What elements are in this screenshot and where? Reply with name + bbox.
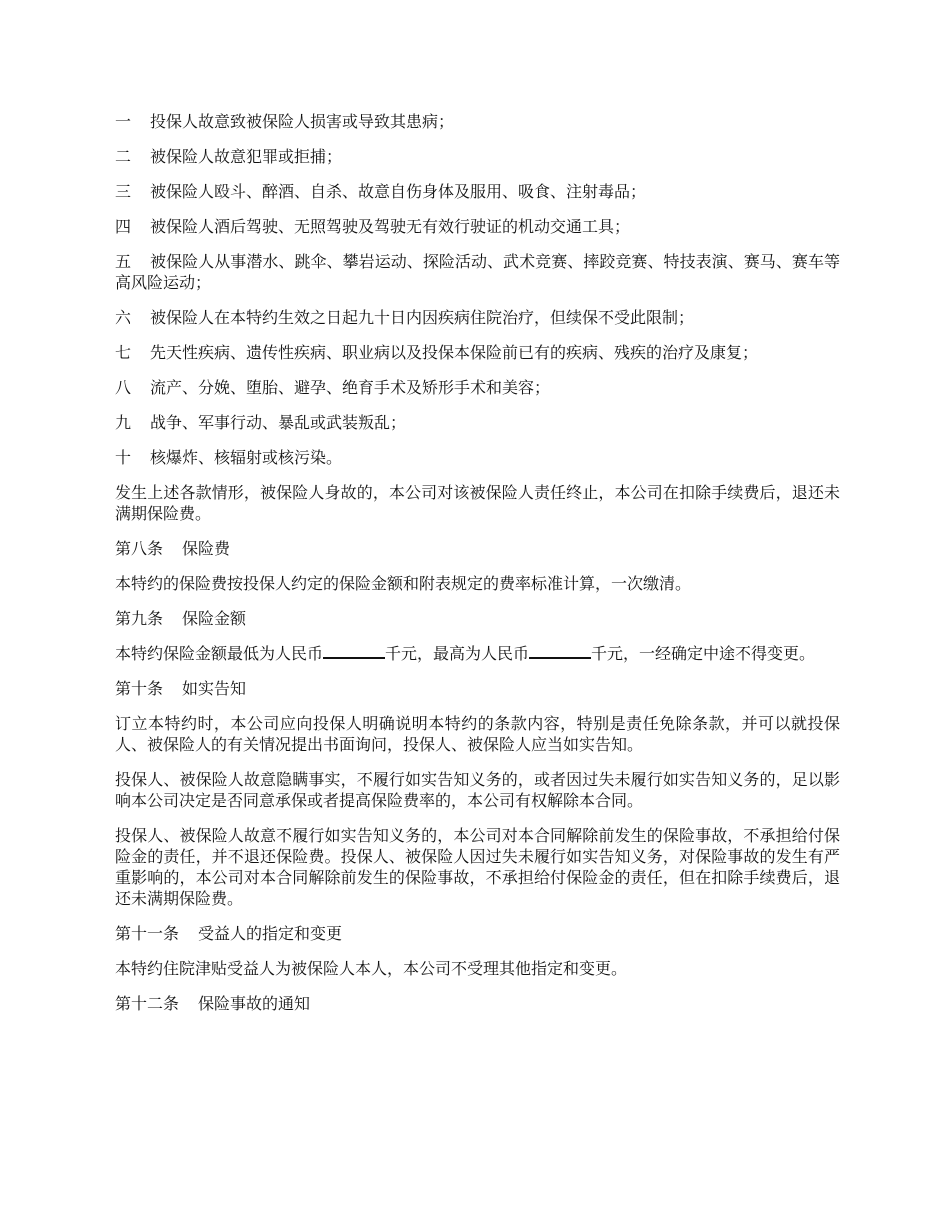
article-label: 第八条 (115, 539, 164, 558)
item-number: 七 (115, 343, 132, 362)
exclusion-item-3 (115, 181, 840, 202)
max-amount-blank (529, 643, 591, 659)
exclusion-item-4 (115, 216, 840, 237)
item-text: 被保险人在本特约生效之日起九十日内因疾病住院治疗，但续保不受此限制； (150, 308, 695, 327)
item-number: 八 (115, 378, 132, 397)
article-11-text: 本特约住院津贴受益人为被保险人本人，本公司不受理其他指定和变更。 (115, 959, 628, 978)
min-amount-blank (323, 643, 385, 659)
article-10-paragraph: 投保人、被保险人故意隐瞒事实，不履行如实告知义务的，或者因过失未履行如实告知义务的，足以影响本公司决定是否同意承保或者提高保险费率的，本公司有权解除本合同。 (115, 770, 840, 810)
item-number: 一 (115, 112, 132, 131)
article-title: 受益人的指定和变更 (198, 924, 343, 943)
exclusion-item-2 (115, 146, 840, 167)
article-11-heading (115, 923, 840, 944)
text-segment: 千元，一经确定中途不得变更。 (591, 644, 816, 663)
exclusion-item-6 (115, 307, 840, 328)
article-10-paragraph: 订立本特约时，本公司应向投保人明确说明本特约的条款内容，特别是责任免除条款，并可以就投保人、被保险人的有关情况提出书面询问，投保人、被保险人应当如实告知。 (115, 714, 840, 754)
article-title: 保险费 (182, 539, 231, 558)
item-number: 九 (115, 413, 132, 432)
text-segment: 本特约保险金额最低为人民币 (115, 644, 324, 663)
article-8-heading (115, 538, 840, 559)
exclusion-item-10 (115, 447, 840, 468)
item-text: 被保险人故意犯罪或拒捕； (150, 147, 343, 166)
exclusion-item-5 (115, 251, 840, 293)
item-text: 投保人故意致被保险人损害或导致其患病； (150, 112, 455, 131)
item-text: 被保险人殴斗、醉酒、自杀、故意自伤身体及服用、吸食、注射毒品； (150, 182, 647, 201)
exclusion-item-9 (115, 412, 840, 433)
item-text: 核爆炸、核辐射或核污染。 (150, 448, 343, 467)
article-9-heading (115, 608, 840, 629)
article-title: 保险事故的通知 (198, 994, 311, 1013)
item-text: 被保险人从事潜水、跳伞、攀岩运动、探险活动、武术竞赛、摔跤竞赛、特技表演、赛马、赛车等高风险运动； (115, 252, 840, 292)
exclusion-item-1 (115, 111, 840, 132)
item-text: 流产、分娩、堕胎、避孕、绝育手术及矫形手术和美容； (150, 378, 551, 397)
item-text: 先天性疾病、遗传性疾病、职业病以及投保本保险前已有的疾病、残疾的治疗及康复； (150, 343, 759, 362)
article-9-text (115, 643, 840, 664)
item-number: 二 (115, 147, 132, 166)
article-title: 保险金额 (182, 609, 247, 628)
text-segment: 千元，最高为人民币 (385, 644, 530, 663)
article-label: 第九条 (115, 609, 164, 628)
article-10-heading (115, 678, 840, 699)
article-8-text: 本特约的保险费按投保人约定的保险金额和附表规定的费率标准计算，一次缴清。 (115, 574, 692, 593)
article-label: 第十一条 (115, 924, 180, 943)
item-number: 六 (115, 308, 132, 327)
article-10-paragraph: 投保人、被保险人故意不履行如实告知义务的，本公司对本合同解除前发生的保险事故，不承担给付保险金的责任，并不退还保险费。投保人、被保险人因过失未履行如实告知义务，对保险事故的发生有严重影响的，本公司对本合同解除前发生的保险事故，不承担给付保险金的责任，但在扣除手续费后，退还未满期保险费。 (115, 826, 840, 908)
exclusion-item-8 (115, 377, 840, 398)
article-title: 如实告知 (182, 679, 247, 698)
item-number: 五 (115, 252, 132, 271)
item-number: 三 (115, 182, 132, 201)
item-number: 四 (115, 217, 132, 236)
item-text: 战争、军事行动、暴乱或武装叛乱； (150, 413, 407, 432)
document-page (115, 111, 840, 1028)
exclusion-summary: 发生上述各款情形，被保险人身故的，本公司对该被保险人责任终止，本公司在扣除手续费后，退还未满期保险费。 (115, 483, 840, 523)
exclusion-item-7 (115, 342, 840, 363)
article-label: 第十条 (115, 679, 164, 698)
article-12-heading (115, 993, 840, 1014)
item-number: 十 (115, 448, 132, 467)
article-label: 第十二条 (115, 994, 180, 1013)
item-text: 被保险人酒后驾驶、无照驾驶及驾驶无有效行驶证的机动交通工具； (150, 217, 631, 236)
